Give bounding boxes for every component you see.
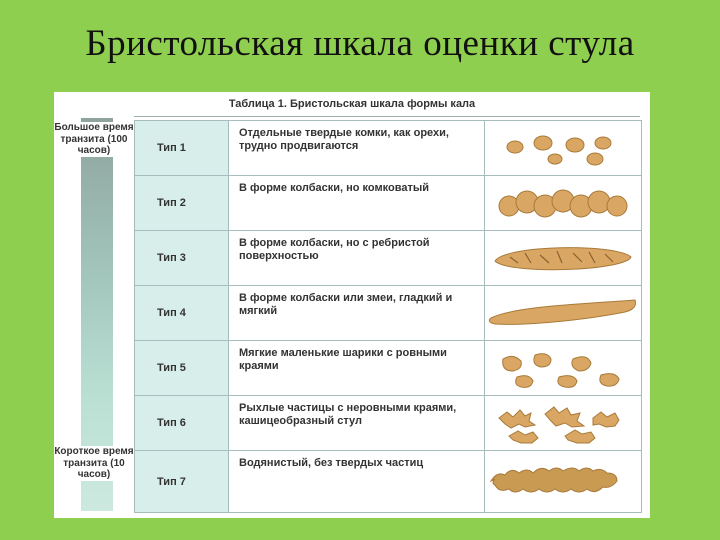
description-cell: Водянистый, без твердых частиц: [229, 451, 485, 512]
stool-illustration-type-5: [485, 341, 641, 395]
description-cell: В форме колбаски, но комковатый: [229, 176, 485, 230]
table-caption: Таблица 1. Бристольская шкала формы кала: [228, 98, 476, 110]
slide-title: Бристольская шкала оценки стула: [85, 23, 635, 64]
transit-label-long: Большое время транзита (100 часов): [54, 122, 134, 156]
transit-label-short: Короткое время транзита (10 часов): [54, 446, 134, 480]
table-row: [135, 121, 641, 176]
description-cell: В форме колбаски или змеи, гладкий и мягкий: [229, 286, 485, 340]
type-cell: Тип 7: [135, 451, 229, 512]
stool-illustration-type-1: [485, 121, 641, 175]
description-cell: В форме колбаски, но с ребристой поверхностью: [229, 231, 485, 285]
type-cell: Тип 5: [135, 341, 229, 395]
stool-illustration-type-7: [485, 451, 641, 512]
table-row: [135, 231, 641, 286]
description-cell: Мягкие маленькие шарики с ровными краями: [229, 341, 485, 395]
type-cell: Тип 2: [135, 176, 229, 230]
stool-illustration-type-2: [485, 176, 641, 230]
caption-divider: [134, 116, 640, 117]
table-panel: [54, 92, 650, 518]
stool-illustration-type-3: [485, 231, 641, 285]
type-cell: Тип 6: [135, 396, 229, 450]
type-cell: Тип 4: [135, 286, 229, 340]
type-cell: Тип 3: [135, 231, 229, 285]
table-row: [135, 176, 641, 231]
table-row: [135, 451, 641, 512]
description-cell: Рыхлые частицы с неровными краями, кашицеобразный стул: [229, 396, 485, 450]
table-row: [135, 341, 641, 396]
type-cell: Тип 1: [135, 121, 229, 175]
stool-illustration-type-4: [485, 286, 641, 340]
bristol-table: [134, 120, 642, 513]
table-row: [135, 286, 641, 341]
description-cell: Отдельные твердые комки, как орехи, трудно продвигаются: [229, 121, 485, 175]
table-row: [135, 396, 641, 451]
stool-illustration-type-6: [485, 396, 641, 450]
